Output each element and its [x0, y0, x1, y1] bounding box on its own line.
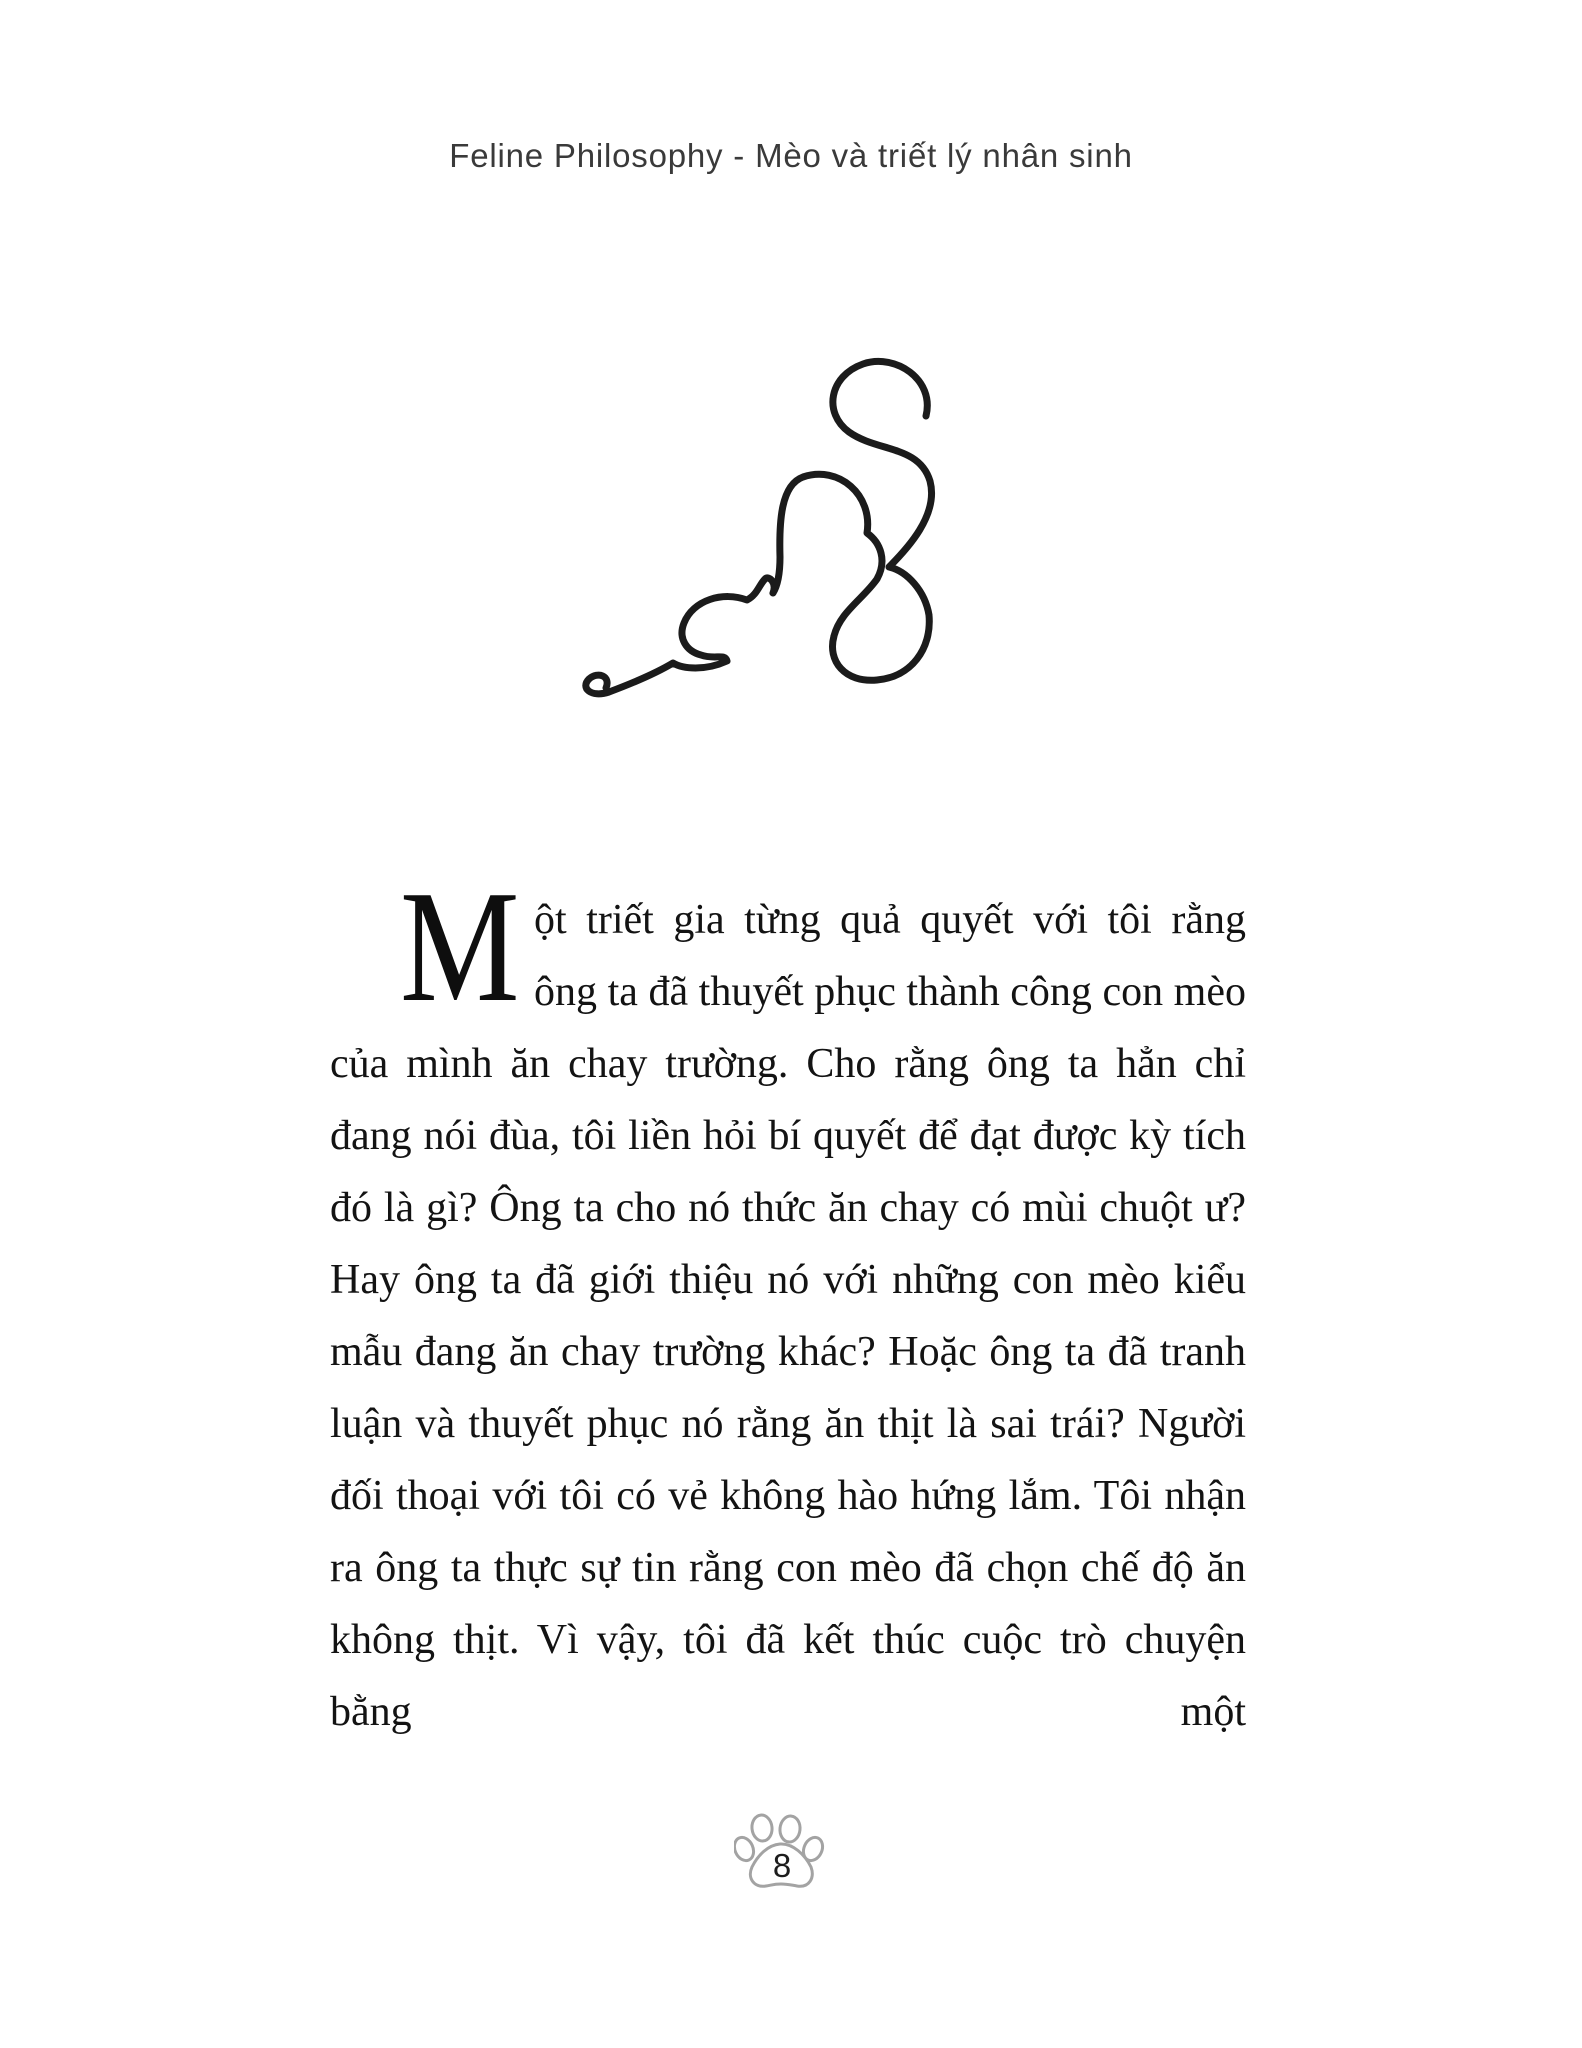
cat-line-art — [577, 352, 985, 710]
paragraph-text: ột triết gia từng quả quyết với tôi rằng ông ta đã thuyết phục thành công con mèo của mình ăn chay trường. Cho rằng ông ta hẳn chỉ đang nói đùa, tôi liền hỏi bí quyết để đạt được kỳ tích đó là gì? Ông ta cho nó thức ăn chay có mùi chuột ư? Hay ông ta đã giới thiệu nó với những con mèo kiểu mẫu đang ăn chay trường khác? Hoặc ông ta đã tranh luận và thuyết phục nó rằng ăn thịt là sai trái? Người đối thoại với tôi có vẻ không hào hứng lắm. Tôi nhận ra ông ta thực sự tin rằng con mèo đã chọn chế độ ăn không thịt. Vì vậy, tôi đã kết thúc cuộc trò chuyện bằng một — [330, 897, 1246, 1735]
drop-cap: M — [400, 857, 520, 1035]
running-header: Feline Philosophy - Mèo và triết lý nhân sinh — [449, 137, 1133, 174]
page-footer — [734, 1812, 830, 1896]
body-paragraph — [330, 857, 1246, 1748]
page-number: 8 — [772, 1847, 792, 1884]
cat-icon — [577, 352, 985, 710]
